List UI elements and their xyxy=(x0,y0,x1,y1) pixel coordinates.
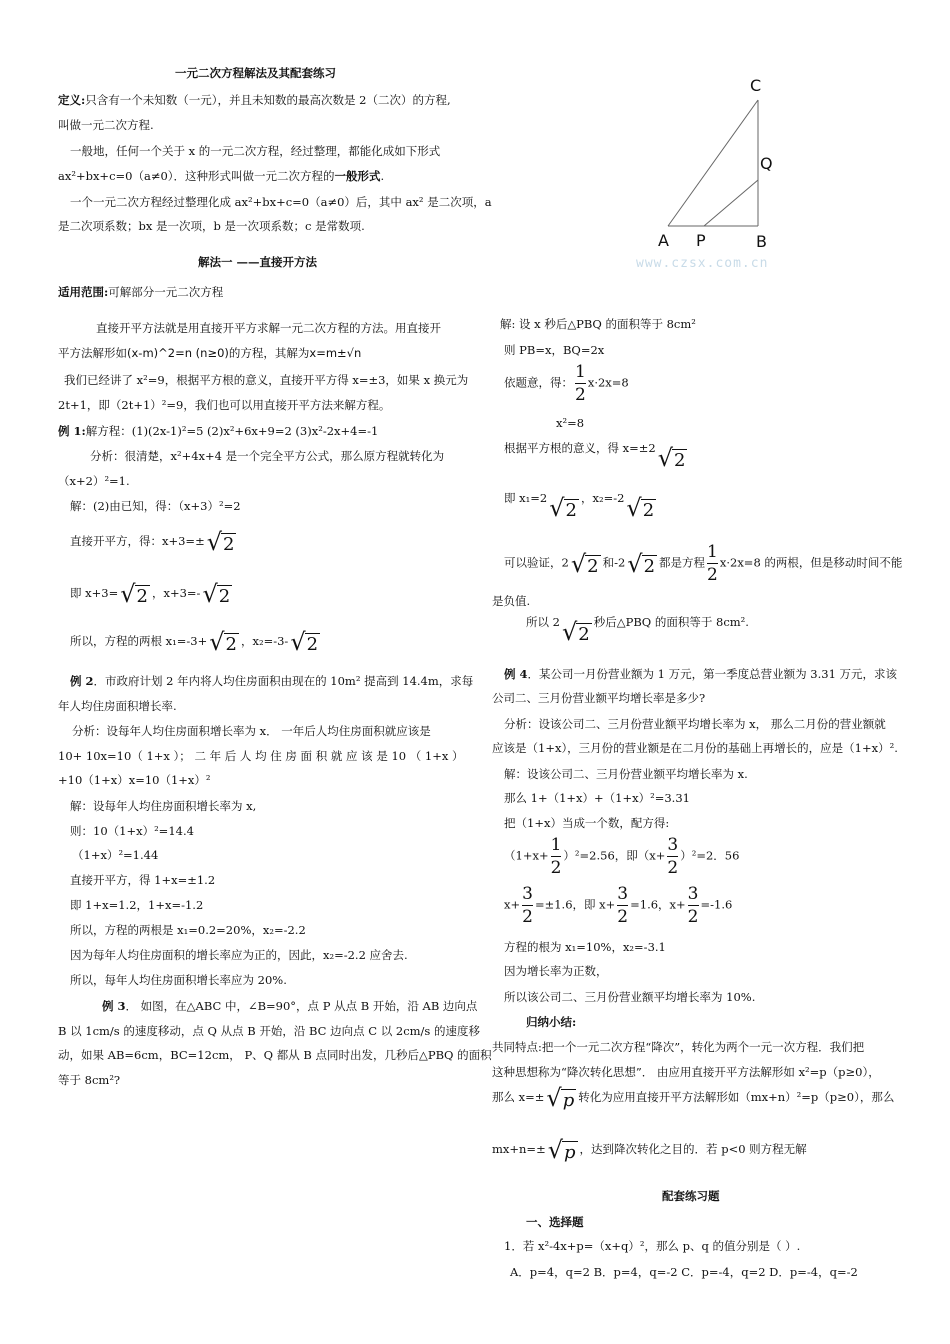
sol-text: 即 x₁=2 xyxy=(504,491,548,505)
example-three-solution-4: x²=8 xyxy=(556,416,585,430)
example-four-solution-7: 因为增长率为正数， xyxy=(504,964,608,978)
sqrt-2: √2 xyxy=(627,549,656,578)
sqrt-2: √2 xyxy=(290,628,319,656)
sqrt-p: √p xyxy=(546,1084,575,1112)
general-form-text: ax²+bx+c=0（a≠0）．这种形式叫做一元二次方程的 xyxy=(58,169,335,183)
example-two-solution-8: 所以，每年人均住房面积增长率应为 20%. xyxy=(70,973,287,987)
example-four-analysis-2: 应该是（1+x），三月份的营业额是在二月份的基础上再增长的，应是（1+x）². xyxy=(492,741,898,755)
example-two-solution-2: 则：10（1+x）²=14.4 xyxy=(70,824,194,838)
sol-text: 所以 2 xyxy=(526,615,560,629)
example-two-label: 例 2 xyxy=(70,674,94,688)
general-form-line-1: 一般地，任何一个关于 x 的一元二次方程，经过整理，都能化成如下形式 xyxy=(70,144,441,158)
example-one-solution-4 xyxy=(70,630,322,654)
example-one-solution-1: 解：(2)由已知，得：（x+3）²=2 xyxy=(70,499,241,513)
sqrt-2: √2 xyxy=(549,494,577,522)
example-three-text: ． 如图，在△ABC 中，∠B=90°，点 P 从点 B 开始，沿 AB 边向点 xyxy=(125,999,478,1013)
sol-text: x·2x=8 的两根，但是移动时间不能 xyxy=(719,555,903,570)
example-three-line-2: B 以 1cm/s 的速度移动，点 Q 从点 B 开始，沿 BC 边向点 C 以 2cm/s 的速度移 xyxy=(58,1024,480,1038)
sol-text: 依题意，得： xyxy=(504,375,573,390)
learned-line-2: 2t+1，即（2t+1）²=9，我们也可以用直接开平方法来解方程。 xyxy=(58,398,391,412)
definition-line-2: 叫做一元二次方程. xyxy=(58,118,154,132)
example-three-solution-8: 是负值. xyxy=(492,594,531,608)
example-four-label: 例 4 xyxy=(504,667,528,681)
example-two-solution-1: 解：设每年人均住房面积增长率为 x, xyxy=(70,799,257,813)
example-four-solution-6: 方程的根为 x₁=10%，x₂=-3.1 xyxy=(504,940,666,954)
summary-heading: 归纳小结: xyxy=(526,1015,577,1029)
example-three-line-1 xyxy=(102,998,477,1014)
sol4-text-b: ，x₂=-3- xyxy=(240,634,289,648)
fraction-1-2: $\frac{1}{2}$ xyxy=(707,542,718,585)
example-two-analysis-3: +10（1+x）x=10（1+x）² xyxy=(58,773,211,787)
sol-text: =1.6，x+ xyxy=(630,897,686,912)
example-one-analysis-2: （x+2）²=1. xyxy=(58,474,130,488)
summary-line-1: 共同特点:把一个一元二次方程“降次”，转化为两个一元一次方程．我们把 xyxy=(492,1040,865,1054)
question-one: 1．若 x²-4x+p=（x+q）²，那么 p、q 的值分别是（ ）. xyxy=(504,1239,801,1253)
summary-line-3 xyxy=(492,1086,894,1110)
fraction-3-2: $\frac{3}{2}$ xyxy=(687,884,699,927)
example-two-solution-3: （1+x）²=1.44 xyxy=(72,848,159,862)
example-three-solution-7 xyxy=(504,542,902,585)
example-one-line xyxy=(58,423,378,439)
example-two-text: ．市政府计划 2 年内将人均住房面积由现在的 10m² 提高到 14.4m，求每 xyxy=(93,674,474,688)
learned-line-1: 我们已经讲了 x²=9，根据平方根的意义，直接开平方得 x=±3，如果 x 换元为 xyxy=(64,373,469,387)
sol-text: ）²=2.56，即（x+ xyxy=(563,848,666,863)
example-three-solution-1: 解: 设 x 秒后△PBQ 的面积等于 8cm² xyxy=(500,317,696,331)
example-one-analysis-1: 分析：很清楚，x²+4x+4 是一个完全平方公式，那么原方程就转化为 xyxy=(90,449,445,463)
example-three-solution-9 xyxy=(526,614,749,644)
example-four-analysis-1: 分析：设该公司二、三月份营业额平均增长率为 x， 那么二月份的营业额就 xyxy=(504,717,886,731)
definition-line-1 xyxy=(58,92,451,108)
fraction-3-2: $\frac{3}{2}$ xyxy=(617,884,629,927)
general-form-period: . xyxy=(380,169,385,183)
label-Q: Q xyxy=(760,154,773,173)
sol-text: 秒后△PBQ 的面积等于 8cm². xyxy=(593,615,749,629)
example-one-label: 例 1: xyxy=(58,424,86,438)
exercise-heading: 配套练习题 xyxy=(662,1189,720,1203)
intro-text-c: 的方程，其解为 xyxy=(228,346,310,360)
sqrt-2: √2 xyxy=(206,528,235,556)
example-four-solution-4 xyxy=(504,835,739,878)
example-three-solution-6 xyxy=(504,490,658,520)
example-four-solution-3: 把（1+x）当成一个数，配方得: xyxy=(504,816,670,830)
example-four-line-1 xyxy=(504,666,897,682)
sqrt-2: √2 xyxy=(657,444,686,472)
sqrt-2: √2 xyxy=(626,494,655,522)
sum-text: mx+n=± xyxy=(492,1142,546,1156)
example-three-line-3: 动，如果 AB=6cm，BC=12cm， P、Q 都从 B 点同时出发，几秒后△PBQ 的面积 xyxy=(58,1048,492,1062)
scope-text: 可解部分一元二次方程 xyxy=(108,285,224,299)
sum-text: 那么 x=± xyxy=(492,1090,545,1104)
fraction-1-2: $\frac{1}{2}$ xyxy=(550,835,562,878)
example-three-line-4: 等于 8cm²? xyxy=(58,1073,121,1087)
sol-text: 可以验证，2 xyxy=(504,555,569,570)
example-three-solution-3 xyxy=(504,362,629,405)
sum-text: ，达到降次转化之目的．若 p<0 则方程无解 xyxy=(579,1142,807,1156)
sol-text: ，x₂=-2 xyxy=(580,491,625,505)
example-four-solution-2: 那么 1+（1+x）+（1+x）²=3.31 xyxy=(504,791,690,805)
label-C: C xyxy=(750,76,762,95)
intro-line-1: 直接开平方法就是用直接开平方求解一元二次方程的方法。用直接开 xyxy=(96,321,441,335)
example-one-solution-2 xyxy=(70,530,238,554)
sqrt-2: √2 xyxy=(209,628,237,656)
definition-text: 只含有一个未知数（一元），并且未知数的最高次数是 2（二次）的方程, xyxy=(85,93,451,107)
example-four-text: ．某公司一月份营业额为 1 万元，第一季度总营业额为 3.31 万元，求该 xyxy=(527,667,898,681)
sol-text: 都是方程 xyxy=(659,555,706,570)
scope-line xyxy=(58,284,223,300)
question-one-options: A．p=4，q=2 B．p=4，q=-2 C．p=-4，q=2 D．p=-4，q=-2 xyxy=(510,1265,858,1279)
sol-text: ）²=2．56 xyxy=(680,848,740,863)
summary-line-2: 这种思想称为“降次转化思想”． 由应用直接开平方法解形如 x²=p（p≥0）， xyxy=(492,1065,880,1079)
example-four-solution-1: 解：设该公司二、三月份营业额平均增长率为 x. xyxy=(504,767,748,781)
page-title: 一元二次方程解法及其配套练习 xyxy=(175,66,336,80)
sqrt-2: √2 xyxy=(570,549,599,578)
sol-text: =-1.6 xyxy=(700,897,733,912)
fraction-3-2: $\frac{3}{2}$ xyxy=(667,835,679,878)
example-three-solution-5 xyxy=(504,440,689,470)
example-one-solution-3 xyxy=(70,582,234,606)
coefficient-line-2: 是二次项系数；bx 是一次项，b 是一次项系数；c 是常数项. xyxy=(58,219,365,233)
sol-text: （1+x+ xyxy=(504,848,549,863)
example-four-solution-8: 所以该公司二、三月份营业额平均增长率为 10%. xyxy=(504,990,756,1004)
sol3-text-b: ，x+3=- xyxy=(151,586,201,600)
example-three-label: 例 3 xyxy=(102,999,126,1013)
sol-text: x·2x=8 xyxy=(587,375,629,390)
fraction-3-2: $\frac{3}{2}$ xyxy=(522,884,533,927)
example-one-text: 解方程：(1)(2x-1)²=5 (2)x²+6x+9=2 (3)x²-2x+4=-1 xyxy=(85,424,379,438)
example-two-line-2: 年人均住房面积增长率. xyxy=(58,699,177,713)
example-three-solution-2: 则 PB=x，BQ=2x xyxy=(504,343,605,357)
sol-text: 和-2 xyxy=(602,555,626,570)
sol4-text-a: 所以，方程的两根 x₁=-3+ xyxy=(70,634,208,648)
sol-text: x+ xyxy=(504,897,521,912)
example-two-solution-7: 因为每年人均住房面积的增长率应为正的，因此，x₂=-2.2 应舍去. xyxy=(70,948,408,962)
example-two-analysis-2: 10+ 10x=10（ 1+x ）； 二 年 后 人 均 住 房 面 积 就 应 该 是 10 （ 1+x ） xyxy=(58,749,464,763)
label-P: P xyxy=(696,231,706,250)
watermark: www.czsx.com.cn xyxy=(636,256,769,271)
definition-label: 定义: xyxy=(58,93,86,107)
example-two-solution-6: 所以，方程的两根是 x₁=0.2=20%，x₂=-2.2 xyxy=(70,923,306,937)
general-form-line-2 xyxy=(58,168,384,184)
intro-text-a: 平方法解形如 xyxy=(58,346,127,360)
example-four-solution-5 xyxy=(504,884,732,927)
intro-solution: x=m±√n xyxy=(309,346,362,360)
sol-text: =±1.6，即 x+ xyxy=(534,897,616,912)
fraction-1-2: $\frac{1}{2}$ xyxy=(575,362,586,405)
sqrt-p: √p xyxy=(547,1136,576,1164)
intro-line-2 xyxy=(58,345,361,361)
label-B: B xyxy=(756,232,767,251)
section-one-heading: 一、选择题 xyxy=(526,1215,584,1229)
coefficient-line-1: 一个一元二次方程经过整理化成 ax²+bx+c=0（a≠0）后，其中 ax² 是二次项，a xyxy=(70,195,492,209)
example-two-line-1 xyxy=(70,673,473,689)
example-two-solution-4: 直接开平方，得 1+x=±1.2 xyxy=(70,873,216,887)
example-four-line-2: 公司二、三月份营业额平均增长率是多少? xyxy=(492,691,706,705)
sqrt-2: √2 xyxy=(561,618,590,646)
example-two-solution-5: 即 1+x=1.2，1+x=-1.2 xyxy=(70,898,204,912)
sol3-text-a: 即 x+3= xyxy=(70,586,119,600)
sqrt-2: √2 xyxy=(202,580,231,608)
method-one-heading: 解法一 ——直接开方法 xyxy=(198,255,318,269)
sum-text: 转化为应用直接开平方法解形如（mx+n）²=p（p≥0），那么 xyxy=(578,1090,895,1104)
label-A: A xyxy=(658,231,669,250)
general-form-term: 一般形式 xyxy=(334,169,381,183)
sol-text: 根据平方根的意义，得 x=±2 xyxy=(504,441,656,455)
sol2-text: 直接开平方，得：x+3=± xyxy=(70,534,205,548)
example-two-analysis-1: 分析：设每年人均住房面积增长率为 x． 一年后人均住房面积就应该是 xyxy=(72,724,431,738)
summary-line-4 xyxy=(492,1138,807,1162)
intro-form: (x-m)^2=n (n≥0) xyxy=(127,346,229,360)
scope-label: 适用范围: xyxy=(58,285,109,299)
sqrt-2: √2 xyxy=(120,580,148,608)
